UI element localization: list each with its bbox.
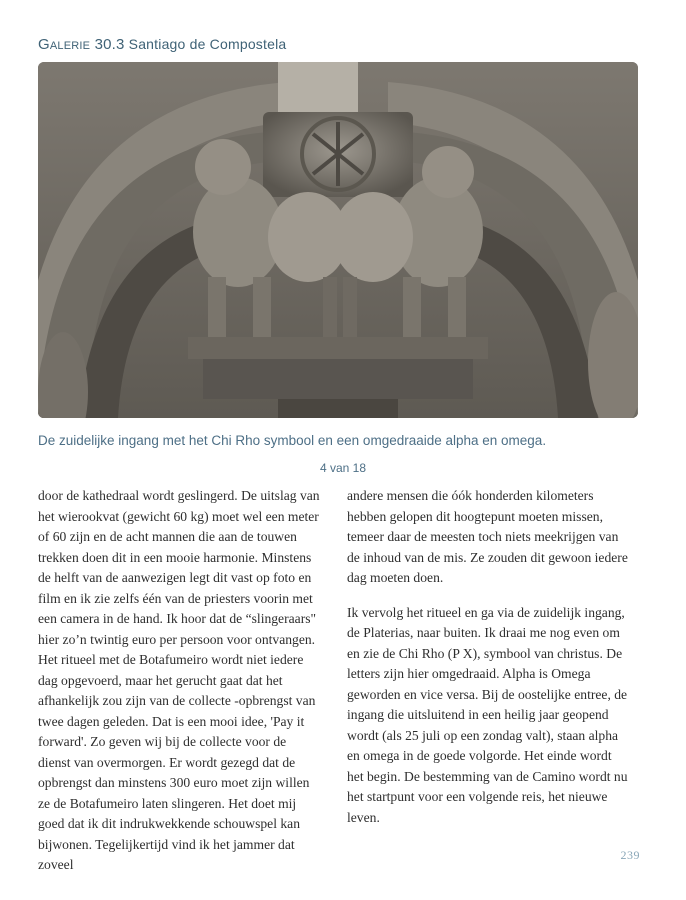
paragraph: Ik vervolg het ritueel en ga via de zuidelijk ingang, de Platerias, naar buiten. Ik draai me nog even om en zie de Chi Rho (P X), symbool van christus. De letters zijn hier omgedraaid. Alpha is Omega geworden en vice versa. Bij de oostelijke entree, de ingang die uitsluitend in een heilig jaar geopend wordt (als 25 juli op een zondag valt), staan alpha en omega in de goede volgorde. Het einde wordt het begin. De bestemming van de Camino wordt nu het startpunt voor een volgende reis, het nieuwe leven. — [347, 604, 628, 825]
gallery-name: Santiago de Compostela — [128, 36, 287, 52]
left-column — [38, 486, 320, 890]
gallery-title — [38, 36, 286, 53]
gallery-pager: 4 van 18 — [319, 461, 367, 475]
cathedral-portal-photo — [38, 62, 638, 418]
gallery-photo[interactable] — [38, 62, 638, 418]
paragraph: andere mensen die óók honderden kilometers hebben gelopen dit hoogtepunt moeten missen, temeer daar de meesten toch niets meekrijgen van de inhoud van de mis. Ze zouden dit gewoon iedere dag moeten doen. — [347, 488, 628, 585]
paragraph: door de kathedraal wordt geslingerd. De uitslag van het wierookvat (gewicht 60 kg) moet wel een meter of 60 zijn en de acht mannen die aan de touwen trekken doen dit in een mooie harmonie. Minstens de helft van de aanwezigen legt dit vast op foto en film en ik zie zelfs één van de priesters voorin met een camera in de hand. Ik hoor dat de “slingeraars" hier zo’n twintig euro per persoon voor ontvangen. Het ritueel met de Botafumeiro wordt niet iedere dag opgevoerd, maar het gerucht gaat dat het afhankelijk zou zijn van de collecte -opbrengst van twee dagen geleden. Dat is een mooi idee, 'Pay it forward'. Zo geven wij bij de collecte voor de dienst van overmorgen. Er wordt gezegd dat de opbrengst dan minstens 300 euro moet zijn willen ze de Botafumeiro laten slingeren. Het doet mij goed dat ik dit indrukwekkende schouwspel kan bijwonen. Tegelijkertijd vind ik het jammer dat zoveel — [38, 488, 320, 872]
right-column — [347, 486, 629, 842]
page-number: 239 — [620, 848, 640, 862]
gallery-label: Galerie 30.3 — [38, 36, 125, 53]
figure-caption: De zuidelijke ingang met het Chi Rho symbool en een omgedraaide alpha en omega. — [38, 433, 547, 448]
